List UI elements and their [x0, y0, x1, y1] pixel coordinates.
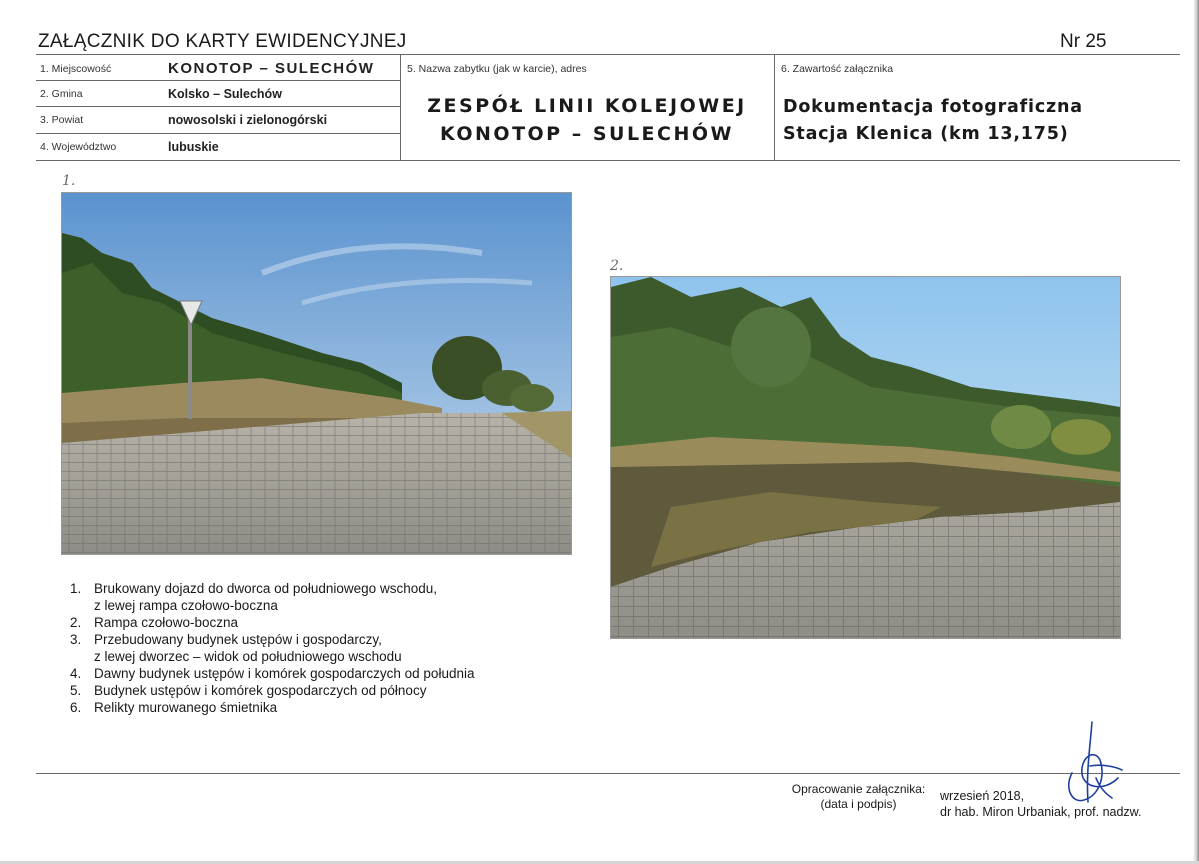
monument-name-line-2: KONOTOP – SULECHÓW [440, 123, 734, 145]
document-title: ZAŁĄCZNIK DO KARTY EWIDENCYJNEJ [38, 31, 407, 52]
row-divider-2 [36, 106, 400, 107]
caption-text-continued: z lewej rampa czołowo-boczna [94, 598, 278, 613]
header-bottom-rule [36, 160, 1180, 161]
caption-text: Rampa czołowo-boczna [94, 615, 239, 630]
header-top-rule [36, 54, 1180, 55]
monument-name [401, 92, 773, 148]
photo-1-image [62, 193, 571, 554]
row-divider-3 [36, 133, 400, 134]
caption-item [70, 665, 474, 682]
photo-captions [70, 580, 474, 716]
photo-2 [610, 276, 1121, 639]
county-label: 3. Powiat [40, 114, 84, 126]
handwritten-signature [1060, 718, 1130, 813]
commune-value: Kolsko – Sulechów [168, 87, 282, 101]
caption-item [70, 631, 474, 665]
prepared-date: wrzesień 2018, [940, 789, 1025, 803]
photo-2-number: 2. [610, 258, 624, 274]
monument-name-line-1: ZESPÓŁ LINII KOLEJOWEJ [427, 95, 747, 117]
caption-number: 6. [70, 700, 82, 715]
caption-number: 4. [70, 666, 82, 681]
caption-text: Brukowany dojazd do dworca od południowego wschodu, [94, 581, 437, 596]
page-edge-shadow [1193, 0, 1199, 864]
caption-item [70, 580, 474, 614]
caption-item [70, 682, 474, 699]
column-divider-2 [774, 54, 775, 161]
contents-line-2: Stacja Klenica (km 13,175) [783, 124, 1069, 144]
caption-number: 1. [70, 581, 82, 596]
photo-2-image [611, 277, 1120, 638]
monument-label: 5. Nazwa zabytku (jak w karcie), adres [407, 63, 587, 75]
caption-item [70, 614, 474, 631]
caption-number: 3. [70, 632, 82, 647]
contents-line-1: Dokumentacja fotograficzna [783, 97, 1083, 117]
caption-number: 5. [70, 683, 82, 698]
row-divider-1 [36, 80, 400, 81]
caption-text-continued: z lewej dworzec – widok od południowego wschodu [94, 649, 402, 664]
signature-icon [1060, 718, 1130, 808]
photo-1-number: 1. [62, 173, 76, 189]
voivodeship-value: lubuskie [168, 140, 219, 154]
locality-value: KONOTOP – SULECHÓW [168, 60, 375, 77]
footer-rule [36, 773, 1180, 774]
commune-label: 2. Gmina [40, 88, 83, 100]
photo-1 [61, 192, 572, 555]
voivodeship-label: 4. Województwo [40, 141, 117, 153]
contents-description [783, 94, 1083, 148]
caption-item [70, 699, 474, 716]
caption-number: 2. [70, 615, 82, 630]
caption-text: Budynek ustępów i komórek gospodarczych od północy [94, 683, 427, 698]
caption-text: Przebudowany budynek ustępów i gospodarczy, [94, 632, 382, 647]
locality-label: 1. Miejscowość [40, 63, 112, 75]
caption-text: Dawny budynek ustępów i komórek gospodarczych od południa [94, 666, 475, 681]
prepared-author: dr hab. Miron Urbaniak, prof. nadzw. [940, 805, 1142, 819]
prepared-label: Opracowanie załącznika: [791, 782, 926, 796]
prepared-by-label [776, 782, 941, 812]
document-number: Nr 25 [1060, 31, 1107, 52]
contents-label: 6. Zawartość załącznika [781, 63, 894, 75]
county-value: nowosolski i zielonogórski [168, 113, 328, 127]
date-sign-label: (data i podpis) [820, 797, 897, 811]
caption-text: Relikty murowanego śmietnika [94, 700, 278, 715]
